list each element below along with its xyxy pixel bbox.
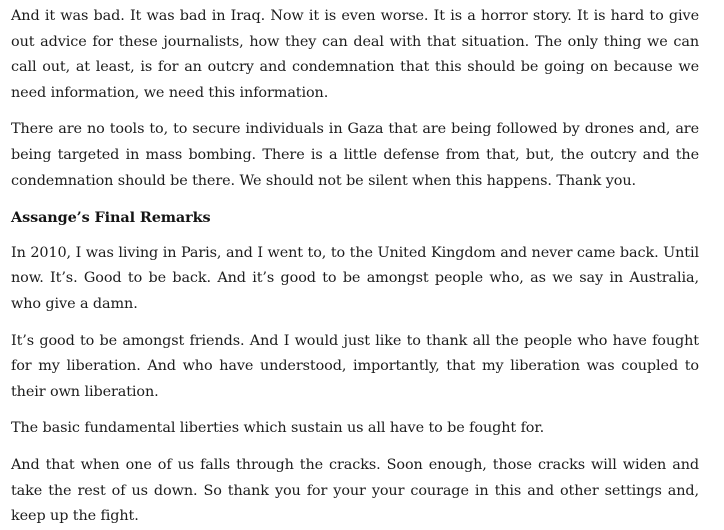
section-heading: Assange’s Final Remarks [11,209,211,227]
article-paragraph: The basic fundamental liberties which sustain us all have to be fought for. [11,420,545,437]
article-paragraph: And that when one of us falls through the cracks. Soon enough, those cracks will widen and take the rest of us down. So thank you for your your courage in this and other settings and, keep up the fight. [11,456,699,525]
article-paragraph: There are no tools to, to secure individuals in Gaza that are being followed by drones and, are being targeted in mass bombing. There is a little defense from that, but, the outcry and the condemnation should be there. We should not be silent when this happens. Thank you. [11,121,699,189]
article-paragraph: And it was bad. It was bad in Iraq. Now it is even worse. It is a horror story. It is hard to give out advice for these journalists, how they can deal with that situation. The only thing we can call out, at least, is for an outcry and condemnation that this should be going on because we need information, we need this information. [11,8,699,101]
article-paragraph: It’s good to be amongst friends. And I would just like to thank all the people who have fought for my liberation. And who have understood, importantly, that my liberation was coupled to their own liberation. [11,332,699,400]
article-paragraph: In 2010, I was living in Paris, and I went to, to the United Kingdom and never came back. Until now. It’s. Good to be back. And it’s good to be amongst people who, as we say in Australia, who give a damn. [11,244,699,312]
